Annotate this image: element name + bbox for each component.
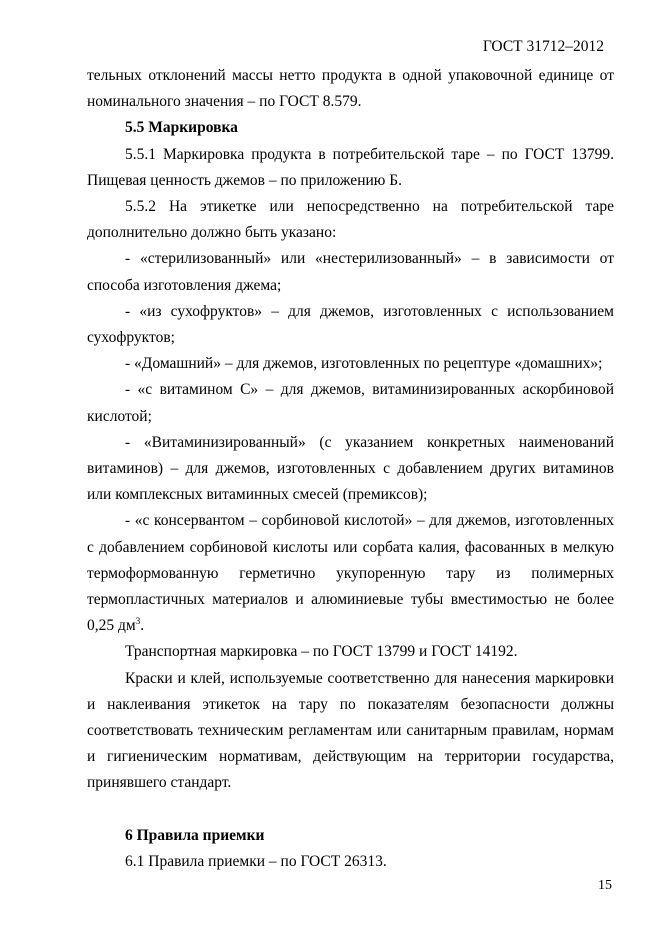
list-item <box>87 508 614 639</box>
page-number: 15 <box>598 878 612 893</box>
list-item: - «стерилизованный» или «нестерилизованный» – в зависимости от способа изготовления джема; <box>87 250 614 294</box>
list-item: - «Домашний» – для джемов, изготовленных по рецептуре «домашних»; <box>125 355 603 373</box>
section-heading-5-5: 5.5 Маркировка <box>125 119 238 137</box>
superscript: 3 <box>135 616 141 627</box>
paragraph-5-5-2: 5.5.2 На этикетке или непосредственно на потребительской таре дополнительно должно быть указано: <box>87 198 614 242</box>
paragraph-continuation: тельных отклонений массы нетто продукта в одной упаковочной единице от номинального значения – по ГОСТ 8.579. <box>87 67 614 111</box>
document-body <box>87 63 614 875</box>
document-code: ГОСТ 31712–2012 <box>482 38 604 55</box>
paragraph-6-1: 6.1 Правила приемки – по ГОСТ 26313. <box>125 852 387 870</box>
list-item-text: - «с консервантом – сорбиновой кислотой» – для джемов, изготовленных с добавлением сорбиновой кислоты или сорбата калия, фасованных в мелкую термоформованную герметично укупоренную тару из полимерных термопластичных материалов и алюминиевые тубы вместимостью не более 0,25 дм <box>87 512 614 635</box>
paragraph-5-5-1: 5.5.1 Маркировка продукта в потребительской таре – по ГОСТ 13799. Пищевая ценность джемов – по приложению Б. <box>87 145 614 189</box>
paragraph-paints-glue: Краски и клей, используемые соответственно для нанесения маркировки и наклеивания этикеток на тару по показателям безопасности должны соответствовать техническим регламентам или санитарным правилам, нормам и гигиеническим нормативам, действующим на территории государства, принявшего стандарт. <box>87 669 614 792</box>
list-item-end: . <box>140 617 145 635</box>
section-heading-6: 6 Правила приемки <box>125 826 265 844</box>
paragraph-transport-marking: Транспортная маркировка – по ГОСТ 13799 и ГОСТ 14192. <box>125 643 518 661</box>
list-item: - «из сухофруктов» – для джемов, изготовленных с использованием сухофруктов; <box>87 302 614 347</box>
list-item: - «с витамином С» – для джемов, витаминизированных аскорбиновой кислотой; <box>87 381 614 425</box>
spacer <box>87 797 614 823</box>
list-item: - «Витаминизированный» (с указанием конкретных наименований витаминов) – для джемов, изготовленных с добавлением других витаминов или комплексных витаминных смесей (премиксов); <box>87 433 614 504</box>
